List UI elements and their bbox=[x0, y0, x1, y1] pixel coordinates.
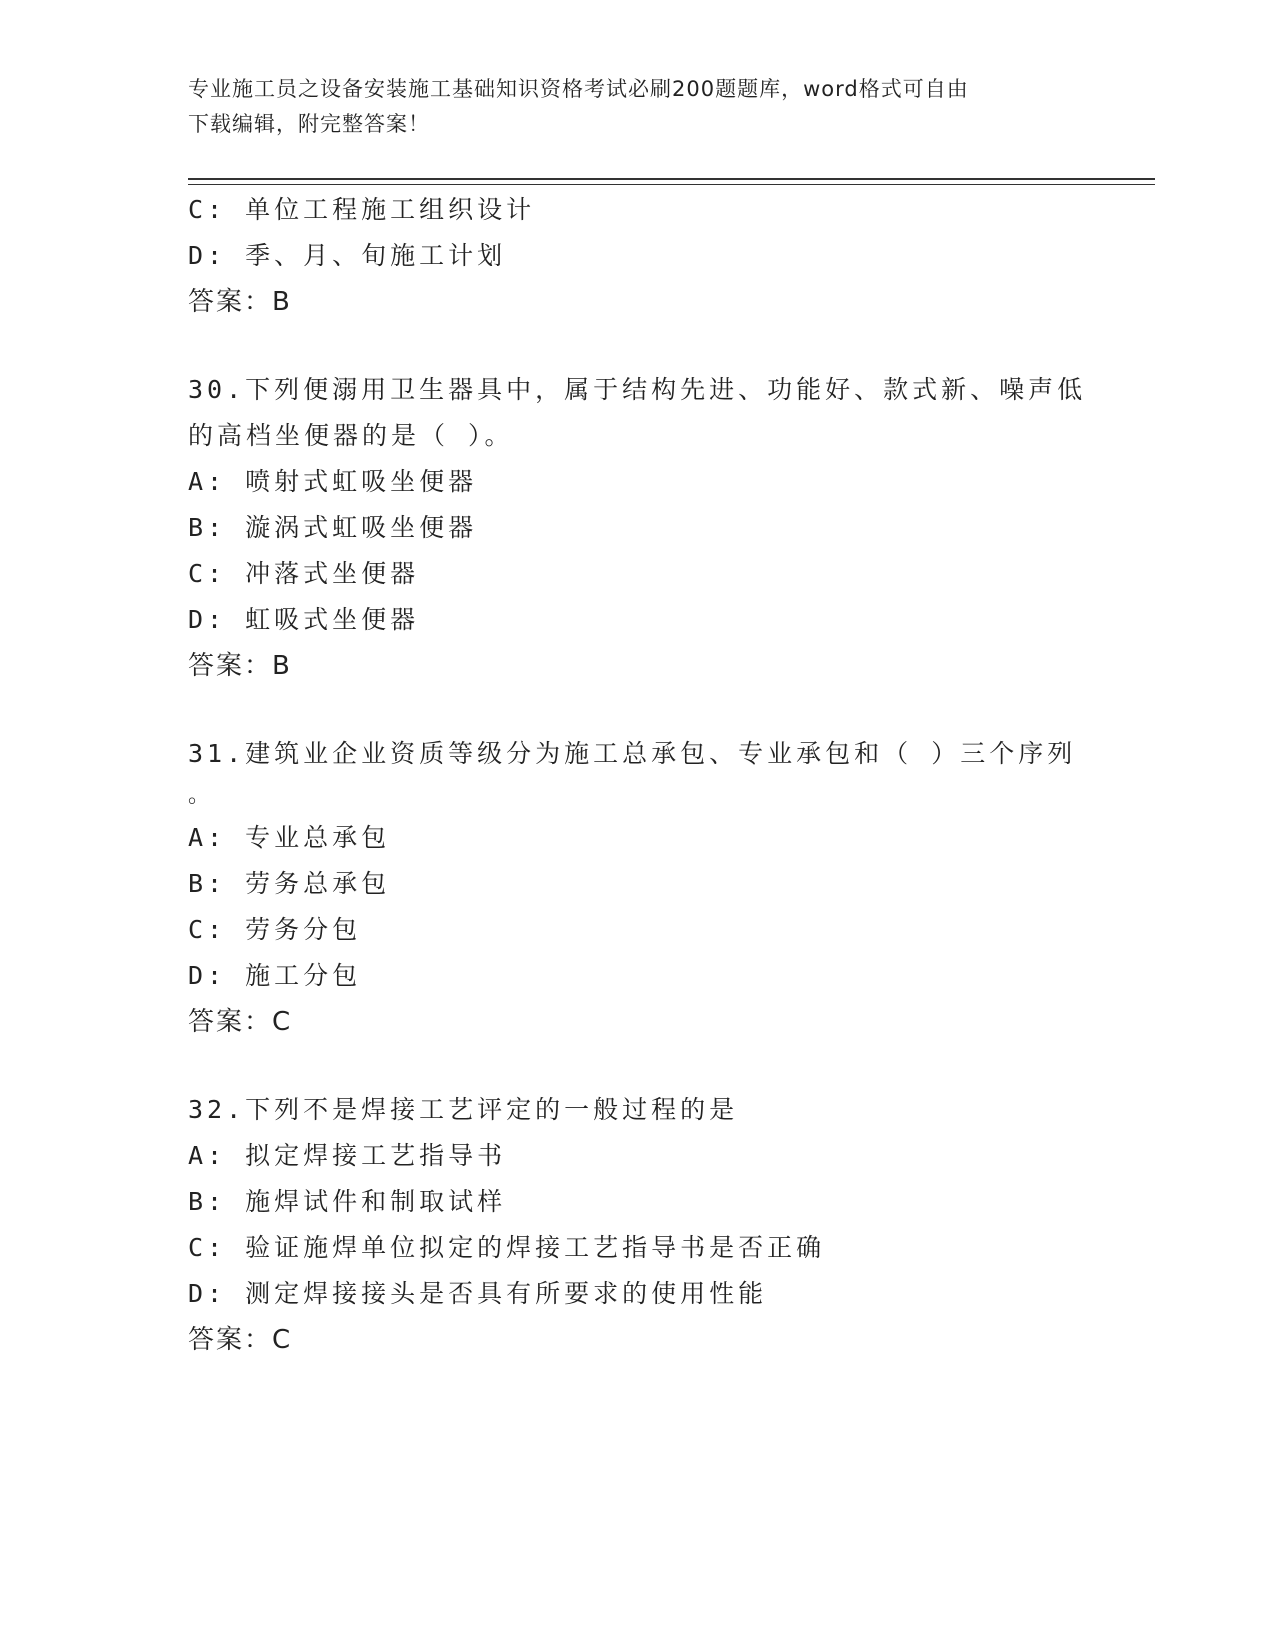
option-b: B: 劳务总承包 bbox=[188, 869, 391, 898]
answer-line: 答案：C bbox=[188, 1007, 293, 1037]
carryover-question bbox=[188, 187, 1155, 325]
option-c: C: 验证施焊单位拟定的焊接工艺指导书是否正确 bbox=[188, 1233, 826, 1262]
header-divider-thin bbox=[188, 184, 1155, 185]
document-header bbox=[188, 72, 1068, 142]
question-stem-continued: 的高档坐便器的是（ ）。 bbox=[188, 421, 514, 450]
question-32 bbox=[188, 1087, 1155, 1363]
header-line-2: 下载编辑，附完整答案！ bbox=[188, 112, 430, 136]
question-content bbox=[188, 187, 1155, 1363]
option-c: C: 单位工程施工组织设计 bbox=[188, 195, 536, 224]
answer-line: 答案：C bbox=[188, 1325, 293, 1355]
question-stem-continued: 。 bbox=[188, 783, 215, 808]
question-stem: 31.建筑业企业资质等级分为施工总承包、专业承包和（ ）三个序列 bbox=[188, 739, 1077, 768]
option-a: A: 专业总承包 bbox=[188, 823, 391, 852]
option-d: D: 虹吸式坐便器 bbox=[188, 605, 420, 634]
question-stem: 32.下列不是焊接工艺评定的一般过程的是 bbox=[188, 1095, 739, 1124]
option-b: B: 施焊试件和制取试样 bbox=[188, 1187, 507, 1216]
header-line-1: 专业施工员之设备安装施工基础知识资格考试必刷200题题库，word格式可自由 bbox=[188, 77, 969, 101]
option-a: A: 喷射式虹吸坐便器 bbox=[188, 467, 478, 496]
option-b: B: 漩涡式虹吸坐便器 bbox=[188, 513, 478, 542]
option-d: D: 施工分包 bbox=[188, 961, 362, 990]
option-d: D: 季、月、旬施工计划 bbox=[188, 241, 507, 270]
option-a: A: 拟定焊接工艺指导书 bbox=[188, 1141, 507, 1170]
question-30 bbox=[188, 367, 1155, 689]
question-stem: 30.下列便溺用卫生器具中，属于结构先进、功能好、款式新、噪声低 bbox=[188, 375, 1087, 404]
option-c: C: 冲落式坐便器 bbox=[188, 559, 420, 588]
answer-line: 答案：B bbox=[188, 287, 292, 317]
header-divider-thick bbox=[188, 178, 1155, 180]
answer-line: 答案：B bbox=[188, 651, 292, 681]
option-c: C: 劳务分包 bbox=[188, 915, 362, 944]
question-31 bbox=[188, 731, 1155, 1045]
option-d: D: 测定焊接接头是否具有所要求的使用性能 bbox=[188, 1279, 768, 1308]
